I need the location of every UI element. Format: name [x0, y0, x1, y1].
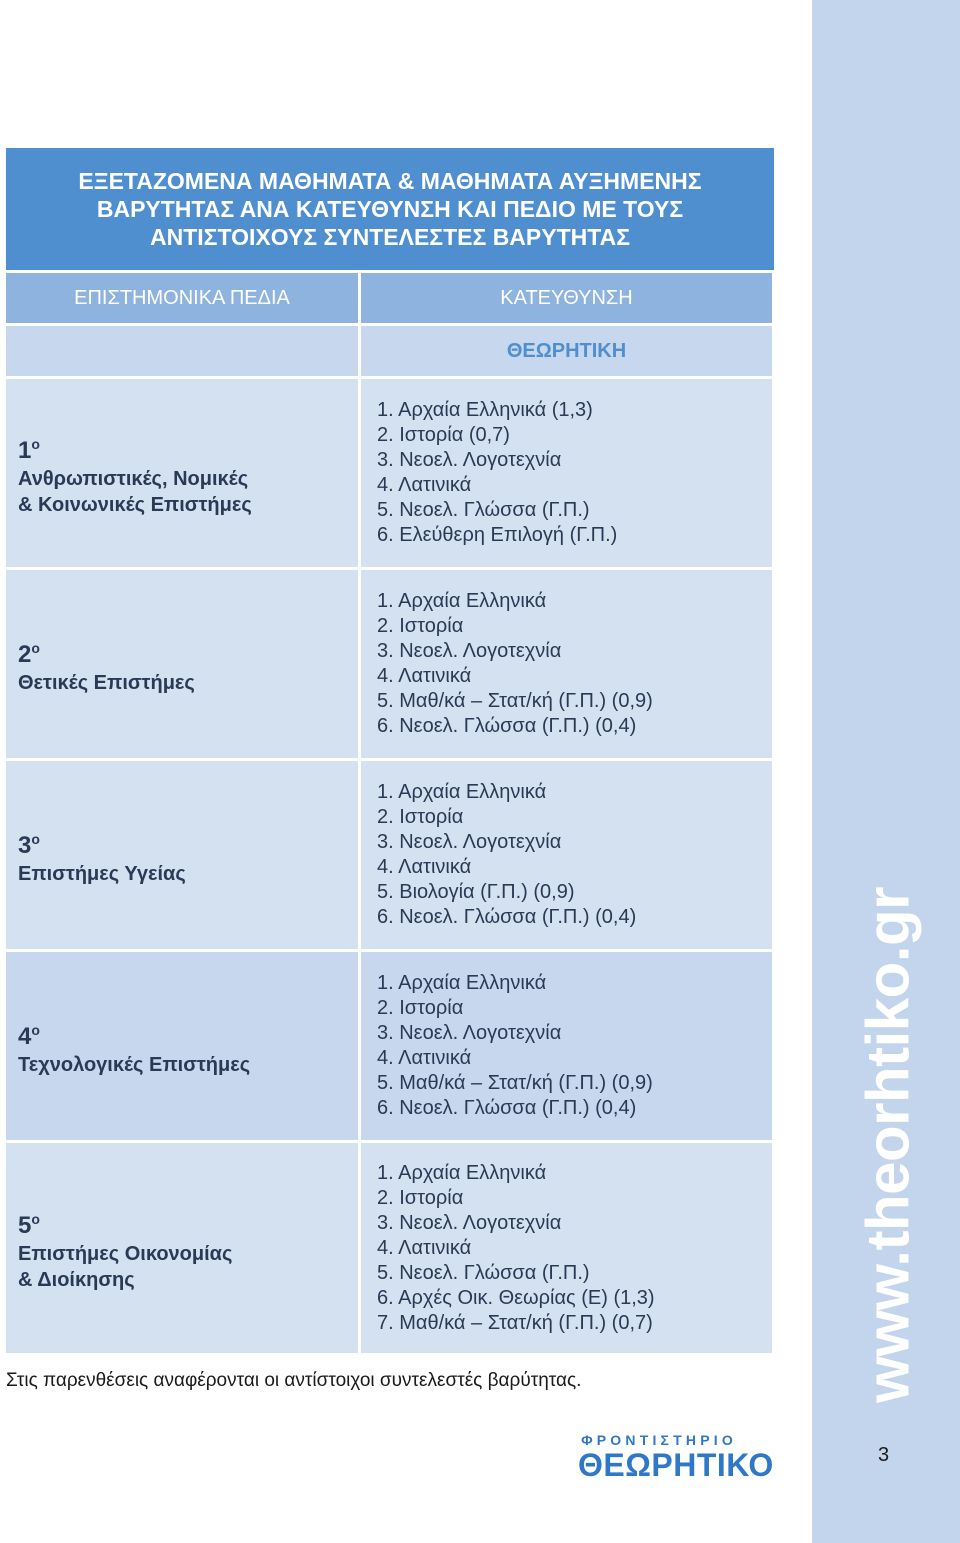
page-number: 3 [878, 1444, 890, 1466]
logo-top-text: ΦΡΟΝΤΙΣΤΗΡΙΟ [581, 1432, 737, 1448]
subjects-cell [361, 1143, 772, 1353]
subject-item: 2. Ιστορία [377, 1186, 464, 1209]
field-row [6, 570, 774, 758]
subject-item: 3. Νεοελ. Λογοτεχνία [377, 1022, 562, 1044]
subject-item: 1. Αρχαία Ελληνικά [377, 781, 547, 803]
field-cell [6, 570, 358, 758]
subject-item: 2. Ιστορία [377, 997, 464, 1019]
field-number: $4^o$ [18, 1021, 40, 1050]
table-title-line: ΑΝΤΙΣΤΟΙΧΟΥΣ ΣΥΝΤΕΛΕΣΤΕΣ ΒΑΡΥΤΗΤΑΣ [149, 224, 631, 250]
subject-item: 5. Νεοελ. Γλώσσα (Γ.Π.) [377, 1261, 590, 1284]
direction-value: ΘΕΩΡΗΤΙΚΗ [361, 326, 772, 376]
direction-header: ΚΑΤΕΥΘΥΝΣΗ [361, 273, 772, 323]
field-number: $2^o$ [18, 639, 40, 668]
subject-item: 6. Νεοελ. Γλώσσα (Γ.Π.) (0,4) [377, 715, 637, 737]
field-name-line: Επιστήμες Οικονομίας [18, 1242, 233, 1265]
field-name-line: & Κοινωνικές Επιστήμες [18, 493, 252, 516]
subject-item: 4. Λατινικά [377, 665, 472, 687]
field-row [6, 379, 774, 567]
field-cell [6, 379, 358, 567]
field-name-line: Τεχνολογικές Επιστήμες [18, 1053, 251, 1076]
subject-item: 1. Αρχαία Ελληνικά [377, 590, 547, 612]
footnote: Στις παρενθέσεις αναφέρονται οι αντίστοιχοι συντελεστές βαρύτητας. [6, 1370, 582, 1391]
field-cell [6, 1143, 358, 1353]
subjects-table [6, 148, 774, 1353]
logo [578, 1432, 774, 1483]
subject-item: 5. Νεοελ. Γλώσσα (Γ.Π.) [377, 499, 590, 521]
subject-item: 4. Λατινικά [377, 1047, 472, 1069]
subject-item: 3. Νεοελ. Λογοτεχνία [377, 640, 562, 662]
subjects-cell [361, 379, 772, 567]
subject-item: 1. Αρχαία Ελληνικά (1,3) [377, 399, 593, 421]
subject-item: 3. Νεοελ. Λογοτεχνία [377, 831, 562, 853]
field-number: $5^o$ [18, 1210, 40, 1239]
subject-item: 6. Νεοελ. Γλώσσα (Γ.Π.) (0,4) [377, 1097, 637, 1119]
subject-item: 5. Βιολογία (Γ.Π.) (0,9) [377, 881, 575, 903]
table-title-line: ΒΑΡΥΤΗΤΑΣ ΑΝΑ ΚΑΤΕΥΘΥΝΣΗ ΚΑΙ ΠΕΔΙΟ ΜΕ ΤΟΥΣ [96, 196, 684, 222]
subject-item: 3. Νεοελ. Λογοτεχνία [377, 1211, 562, 1234]
field-name-line: Θετικές Επιστήμες [18, 671, 195, 694]
subjects-cell [361, 952, 772, 1140]
subject-item: 1. Αρχαία Ελληνικά [377, 972, 547, 994]
field-name-line: & Διοίκησης [18, 1268, 135, 1291]
subject-item: 4. Λατινικά [377, 856, 472, 878]
subheader-row [6, 326, 774, 376]
field-row [6, 761, 774, 949]
subjects-cell [361, 570, 772, 758]
subjects-cell [361, 761, 772, 949]
subject-item: 3. Νεοελ. Λογοτεχνία [377, 449, 562, 471]
field-cell [6, 761, 358, 949]
subject-item: 5. Μαθ/κά – Στατ/κή (Γ.Π.) (0,9) [377, 690, 653, 712]
subject-item: 2. Ιστορία [377, 615, 464, 637]
subject-item: 2. Ιστορία (0,7) [377, 424, 510, 446]
subheader-empty-cell [6, 326, 358, 376]
subject-item: 7. Μαθ/κά – Στατ/κή (Γ.Π.) (0,7) [377, 1311, 653, 1334]
side-url: www.theorhtiko.gr [854, 887, 922, 1403]
field-name-line: Ανθρωπιστικές, Νομικές [18, 467, 249, 490]
fields-header: ΕΠΙΣΤΗΜΟΝΙΚΑ ΠΕΔΙΑ [6, 273, 358, 323]
logo-main-text: ΘΕΩΡΗΤΙΚΟ [578, 1447, 774, 1483]
table-title [6, 148, 774, 270]
subject-item: 1. Αρχαία Ελληνικά [377, 1161, 547, 1184]
subject-item: 5. Μαθ/κά – Στατ/κή (Γ.Π.) (0,9) [377, 1072, 653, 1094]
header-row [6, 273, 774, 323]
subject-item: 4. Λατινικά [377, 474, 472, 496]
field-row [6, 952, 774, 1140]
field-row [6, 1143, 774, 1353]
field-cell [6, 952, 358, 1140]
subject-item: 6. Νεοελ. Γλώσσα (Γ.Π.) (0,4) [377, 906, 637, 928]
subject-item: 4. Λατινικά [377, 1236, 472, 1259]
field-number: $1^o$ [18, 435, 40, 464]
table-title-line: ΕΞΕΤΑΖΟΜΕΝΑ ΜΑΘΗΜΑΤΑ & ΜΑΘΗΜΑΤΑ ΑΥΞΗΜΕΝΗΣ [78, 168, 702, 194]
subject-item: 6. Αρχές Οικ. Θεωρίας (Ε) (1,3) [377, 1286, 655, 1309]
field-number: $3^o$ [18, 830, 40, 859]
subject-item: 6. Ελεύθερη Επιλογή (Γ.Π.) [377, 524, 618, 546]
field-name-line: Επιστήμες Υγείας [18, 862, 186, 885]
subject-item: 2. Ιστορία [377, 806, 464, 828]
